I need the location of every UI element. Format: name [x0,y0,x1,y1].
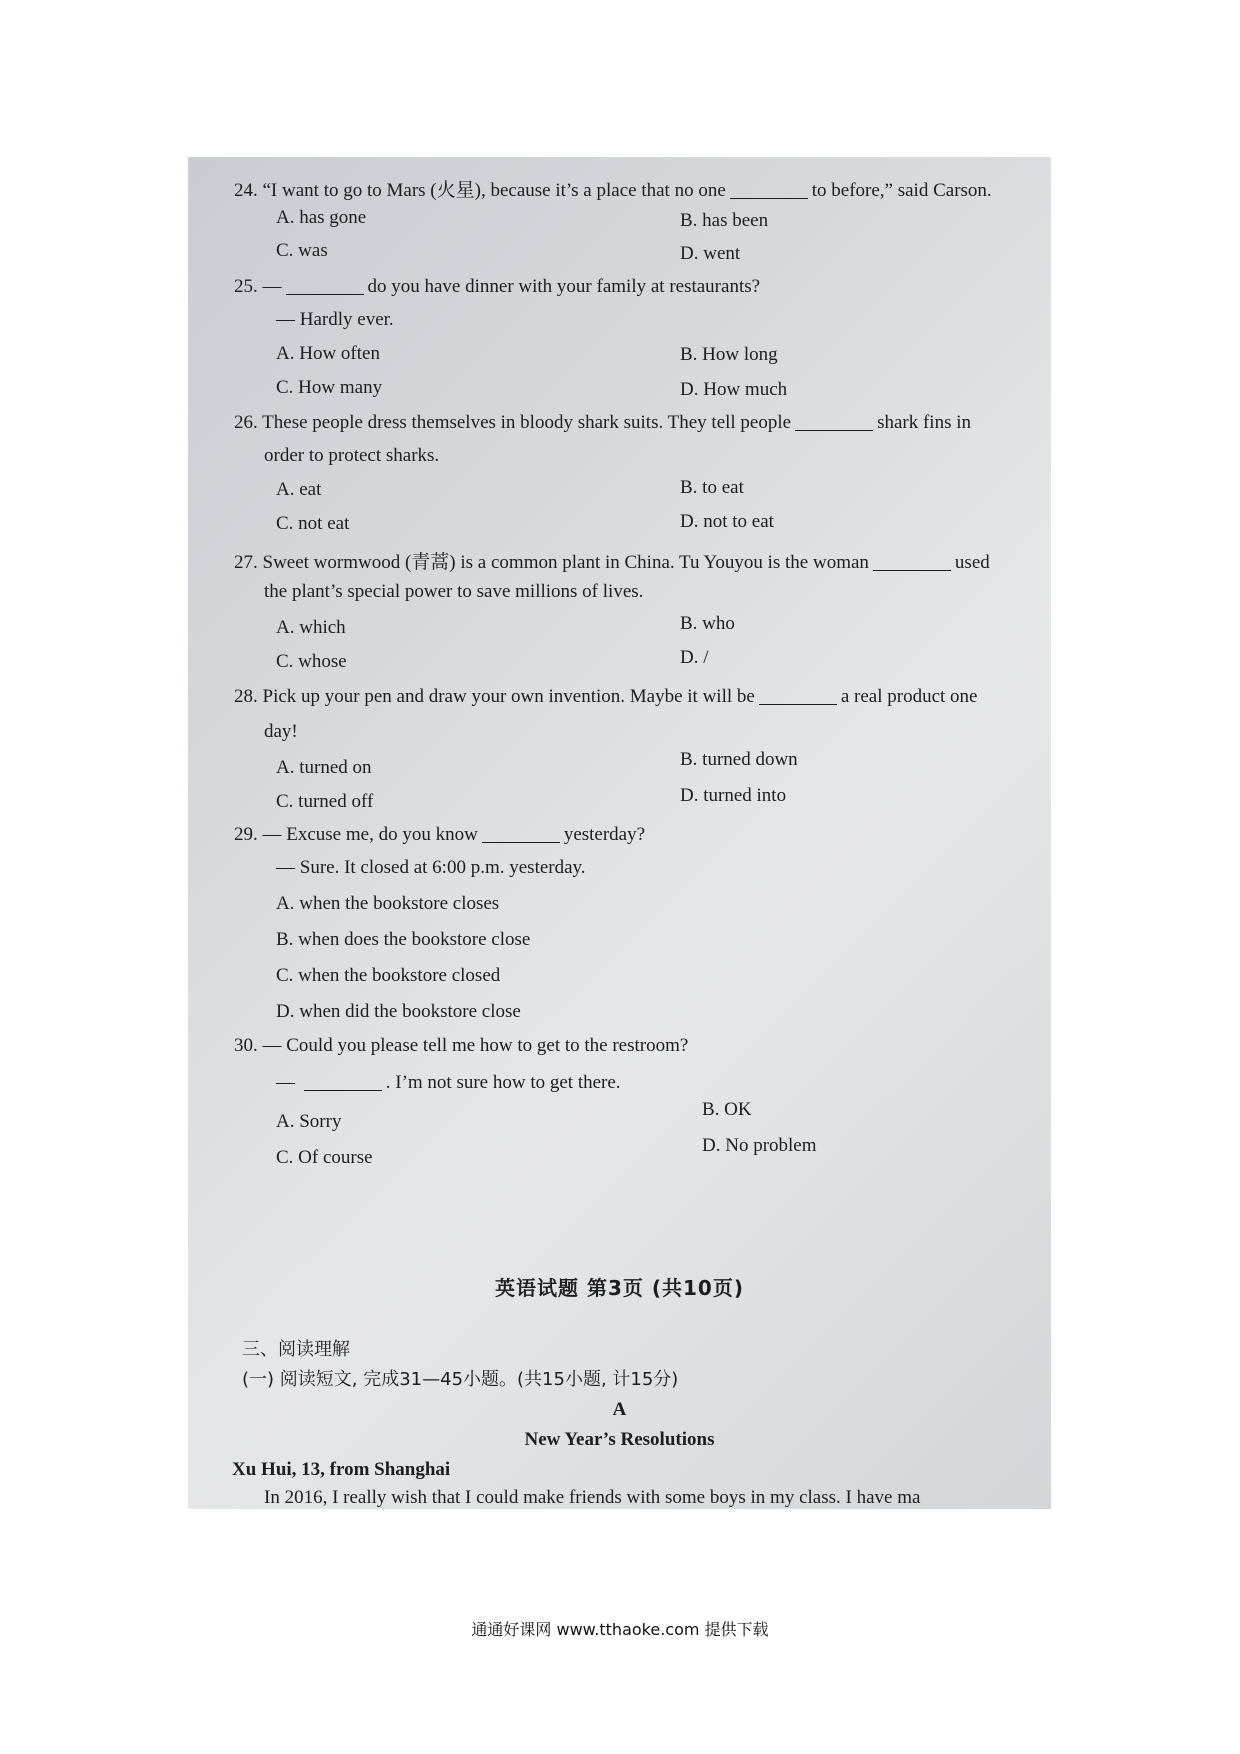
question-29: 29. — Excuse me, do you know yesterday? [234,824,646,845]
passage-letter: A [612,1399,627,1420]
answer-blank [759,685,837,705]
option-a: A. when the bookstore closes [276,893,500,914]
question-28-continued: day! [264,721,298,742]
option-a: A. has gone [276,207,367,228]
option-c: C. was [276,240,328,261]
answer-blank [873,551,951,571]
option-c: C. How many [276,377,383,398]
answer-blank [730,179,808,199]
option-d: D. How much [680,379,788,400]
option-b: B. How long [680,344,778,365]
option-c: C. turned off [276,791,374,812]
section-instruction: (一) 阅读短文, 完成31—45小题。(共15小题, 计15分) [242,1369,679,1390]
question-28: 28. Pick up your pen and draw your own invention. Maybe it will be a real product one [234,686,978,707]
option-c: C. not eat [276,513,350,534]
question-27: 27. Sweet wormwood (青蒿) is a common plant in China. Tu Youyou is the woman used [234,552,990,573]
site-footer: 通通好课网 www.tthaoke.com 提供下载 [471,1620,769,1639]
option-a: A. How often [276,343,380,364]
option-c: C. when the bookstore closed [276,965,501,986]
answer-blank [304,1071,382,1091]
question-25-reply: — Hardly ever. [276,309,394,330]
option-c: C. whose [276,651,347,672]
answer-blank [286,275,364,295]
exam-page-footer: 英语试题 第3页 (共10页) [495,1276,744,1300]
option-b: B. who [680,613,735,634]
question-30: 30. — Could you please tell me how to get to the restroom? [234,1035,689,1056]
question-29-reply: — Sure. It closed at 6:00 p.m. yesterday. [276,857,586,878]
option-c: C. Of course [276,1147,373,1168]
option-d: D. not to eat [680,511,774,532]
question-27-continued: the plant’s special power to save millions of lives. [264,581,644,602]
option-a: A. which [276,617,346,638]
passage-title: New Year’s Resolutions [524,1429,715,1450]
exam-sheet [188,157,1051,1509]
question-26: 26. These people dress themselves in bloody shark suits. They tell people shark fins in [234,412,972,433]
option-d: D. / [680,647,709,668]
passage-speaker: Xu Hui, 13, from Shanghai [232,1459,451,1480]
option-a: A. turned on [276,757,372,778]
option-b: B. OK [702,1099,752,1120]
option-d: D. No problem [702,1135,817,1156]
option-a: A. eat [276,479,322,500]
option-b: B. has been [680,210,769,231]
section-title: 三、阅读理解 [242,1339,350,1360]
exam-photo [188,157,1051,1509]
option-d: D. went [680,243,741,264]
option-b: B. turned down [680,749,798,770]
option-a: A. Sorry [276,1111,342,1132]
option-b: B. to eat [680,477,744,498]
option-d: D. when did the bookstore close [276,1001,521,1022]
option-d: D. turned into [680,785,787,806]
answer-blank [795,411,873,431]
option-b: B. when does the bookstore close [276,929,531,950]
question-26-continued: order to protect sharks. [264,445,440,466]
answer-blank [482,823,560,843]
question-30-reply: — . I’m not sure how to get there. [276,1072,621,1093]
question-24: 24. “I want to go to Mars (火星), because it’s a place that no one to before,” said Carson. [234,180,992,201]
question-25: 25. — do you have dinner with your family at restaurants? [234,276,761,297]
passage-first-line: In 2016, I really wish that I could make friends with some boys in my class. I have ma [264,1487,921,1508]
